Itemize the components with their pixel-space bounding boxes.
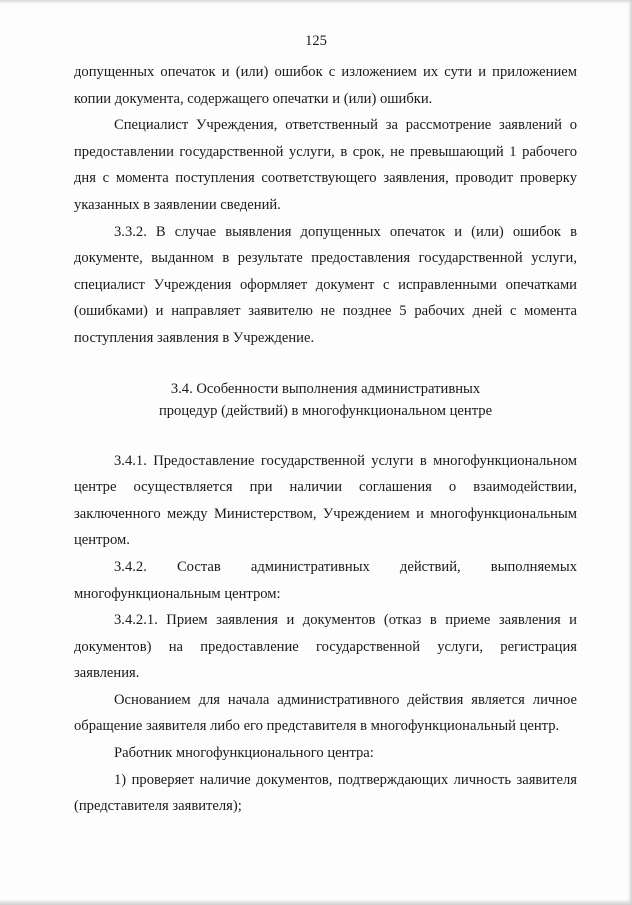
paragraph: допущенных опечаток и (или) ошибок с изложением их сути и приложением копии документа, содержащего опечатки и (или) ошибки. [74,64,577,107]
paragraph: 3.4.2. Состав административных действий, выполняемых многофункциональным центром: [74,558,577,602]
section-heading-line: процедур (действий) в многофункциональном центре [158,402,493,419]
paragraph: 3.4.2.1. Прием заявления и документов (отказ в приеме заявления и документов) на предоставление государственной услуги, регистрация заявления. [74,612,577,682]
paragraph: Основанием для начала административного действия является личное обращение заявителя либо его представителя в многофункциональный центр. [74,691,577,735]
section-heading [74,378,577,422]
paragraph: 1) проверяет наличие документов, подтверждающих личность заявителя (представителя заявителя); [74,771,577,815]
section-heading-line: 3.4. Особенности выполнения административных [170,380,481,397]
paragraph: 3.3.2. В случае выявления допущенных опечаток и (или) ошибок в документе, выданном в результате предоставления государственной услуги, специалист Учреждения оформляет документ с исправленными опечатками (ошибками) и направляет заявителю не позднее 5 рабочих дней с момента поступления заявления в Учреждение. [74,223,577,346]
page-number: 125 [305,33,327,49]
paragraph: 3.4.1. Предоставление государственной услуги в многофункциональном центре осуществляется при наличии соглашения о взаимодействии, заключенного между Министерством, Учреждением и многофункциональным центром. [74,452,577,549]
scan-edge-right [628,0,632,905]
scan-edge-bottom [0,899,632,905]
paragraph: Специалист Учреждения, ответственный за рассмотрение заявлений о предоставлении государственной услуги, в срок, не превышающий 1 рабочего дня с момента поступления соответствующего заявления, проводит проверку указанных в заявлении сведений. [74,117,577,213]
scan-edge-top [0,0,632,4]
document-body [74,59,577,820]
paragraph: Работник многофункционального центра: [114,745,374,762]
